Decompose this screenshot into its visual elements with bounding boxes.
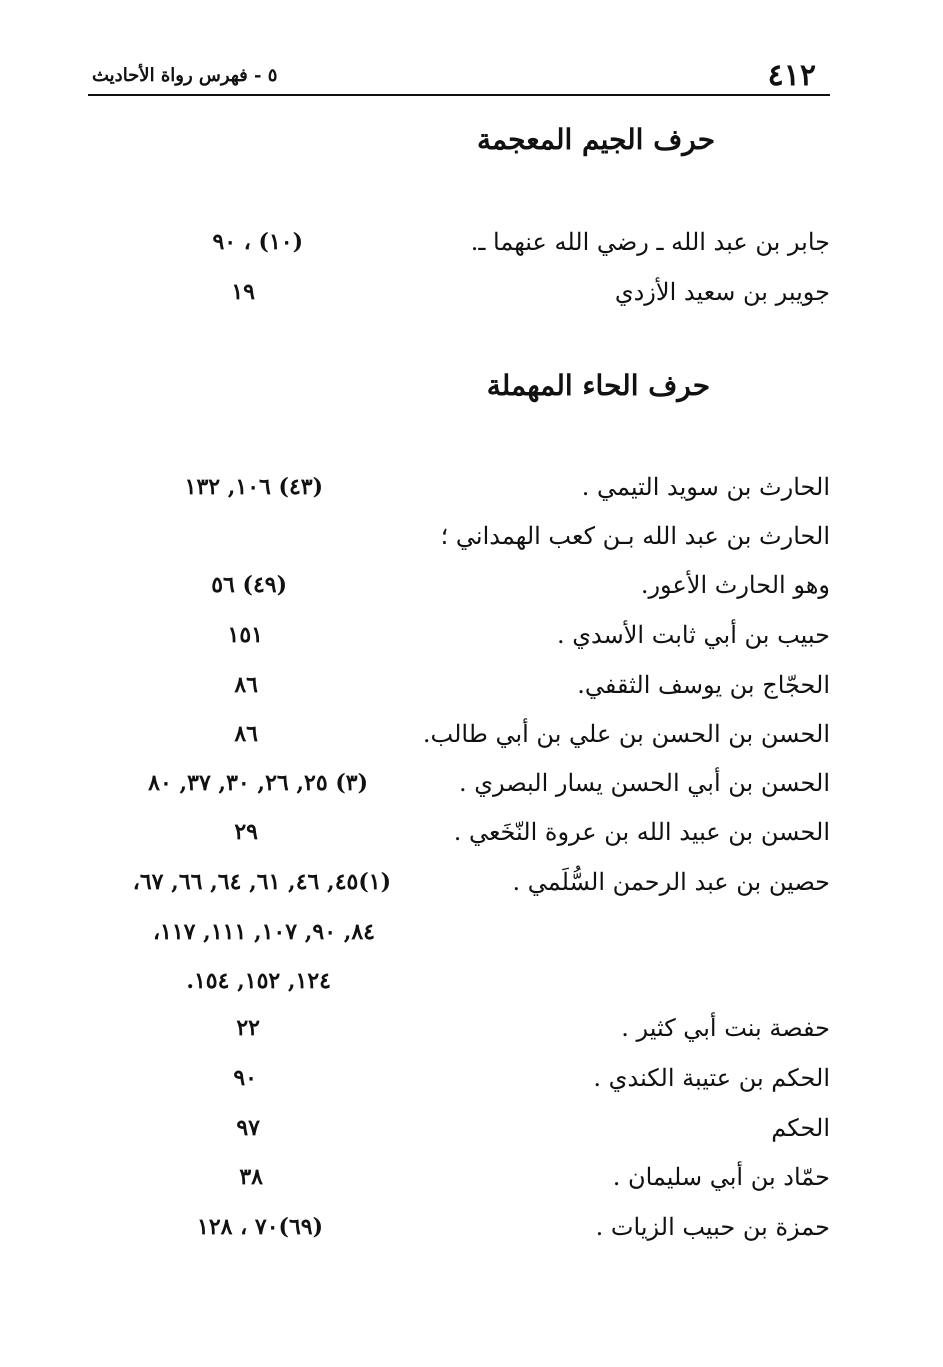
hadith-refs: ١٩ (231, 279, 255, 305)
hadith-refs: ١٥١ (227, 622, 263, 648)
list-item (0, 862, 943, 906)
hadith-refs: ٩٧ (236, 1115, 260, 1141)
narrator-name: الحسن بن أبي الحسن يسار البصري . (458, 769, 830, 797)
narrator-name: الحارث بن عبد الله بـن كعب الهمداني ؛ (440, 522, 830, 550)
hadith-refs: (٤٣) ١٠٦, ١٣٢ (184, 474, 323, 500)
hadith-refs: (٦٩)٧٠ ، ١٢٨ (197, 1214, 323, 1240)
hadith-refs: ٨٦ (234, 721, 258, 747)
list-item (0, 615, 943, 659)
list-item (0, 272, 943, 316)
narrator-name: الحجّاج بن يوسف الثقفي. (577, 671, 830, 699)
list-item (0, 714, 943, 758)
hadith-refs: ٣٨ (239, 1164, 263, 1190)
narrator-name: وهو الحارث الأعور. (640, 571, 830, 599)
list-item (0, 763, 943, 807)
section-heading-ha: حرف الحاء المهملة (486, 369, 710, 402)
hadith-refs: (٣) ٢٥, ٢٦, ٣٠, ٣٧, ٨٠ (148, 770, 368, 796)
narrator-name: حبيب بن أبي ثابت الأسدي . (556, 621, 830, 649)
hadith-refs-continued: ١٢٤, ١٥٢, ١٥٤. (186, 968, 331, 994)
narrator-name: حفصة بنت أبي كثير . (621, 1014, 830, 1042)
narrator-name: الحارث بن سويد التيمي . (581, 473, 830, 501)
hadith-refs: ٢٢ (236, 1015, 260, 1041)
list-item-continuation (0, 912, 943, 956)
list-item (0, 1157, 943, 1201)
hadith-refs: ٩٠ (233, 1065, 257, 1091)
narrator-name: جويبر بن سعيد الأزدي (614, 278, 830, 306)
list-item (0, 1108, 943, 1152)
narrator-name: الحكم بن عتيبة الكندي . (593, 1064, 830, 1092)
narrator-name: جابر بن عبد الله ـ رضي الله عنهما ـ. (470, 228, 830, 256)
list-item (0, 1207, 943, 1251)
list-item (0, 665, 943, 709)
list-item (0, 565, 943, 609)
hadith-refs: (٤٩) ٥٦ (211, 572, 287, 598)
hadith-refs: ٨٦ (234, 672, 258, 698)
hadith-refs: ٢٩ (234, 819, 258, 845)
section-heading-jim: حرف الجيم المعجمة (476, 123, 715, 156)
hadith-refs: (١)٤٥, ٤٦, ٦١, ٦٤, ٦٦, ٦٧، (132, 869, 391, 895)
hadith-refs: (١٠) ، ٩٠ (212, 229, 303, 255)
narrator-name: حمزة بن حبيب الزيات . (595, 1213, 830, 1241)
page-number: ٤١٢ (767, 58, 816, 93)
list-item (0, 222, 943, 266)
list-item-continuation (0, 961, 943, 1005)
page-header (88, 58, 830, 96)
hadith-refs-continued: ٨٤, ٩٠, ١٠٧, ١١١, ١١٧، (152, 919, 375, 945)
list-item (0, 1058, 943, 1102)
list-item (0, 516, 943, 560)
list-item (0, 812, 943, 856)
narrator-name: حصين بن عبد الرحمن السُّلَمي . (512, 868, 830, 896)
running-title: ٥ - فهرس رواة الأحاديث (92, 65, 278, 86)
list-item (0, 467, 943, 511)
narrator-name: حمّاد بن أبي سليمان . (612, 1163, 830, 1191)
narrator-name: الحكم (771, 1114, 830, 1142)
list-item (0, 1008, 943, 1052)
narrator-name: الحسن بن الحسن بن علي بن أبي طالب. (422, 720, 830, 748)
narrator-name: الحسن بن عبيد الله بن عروة النّخَعي . (453, 818, 830, 846)
